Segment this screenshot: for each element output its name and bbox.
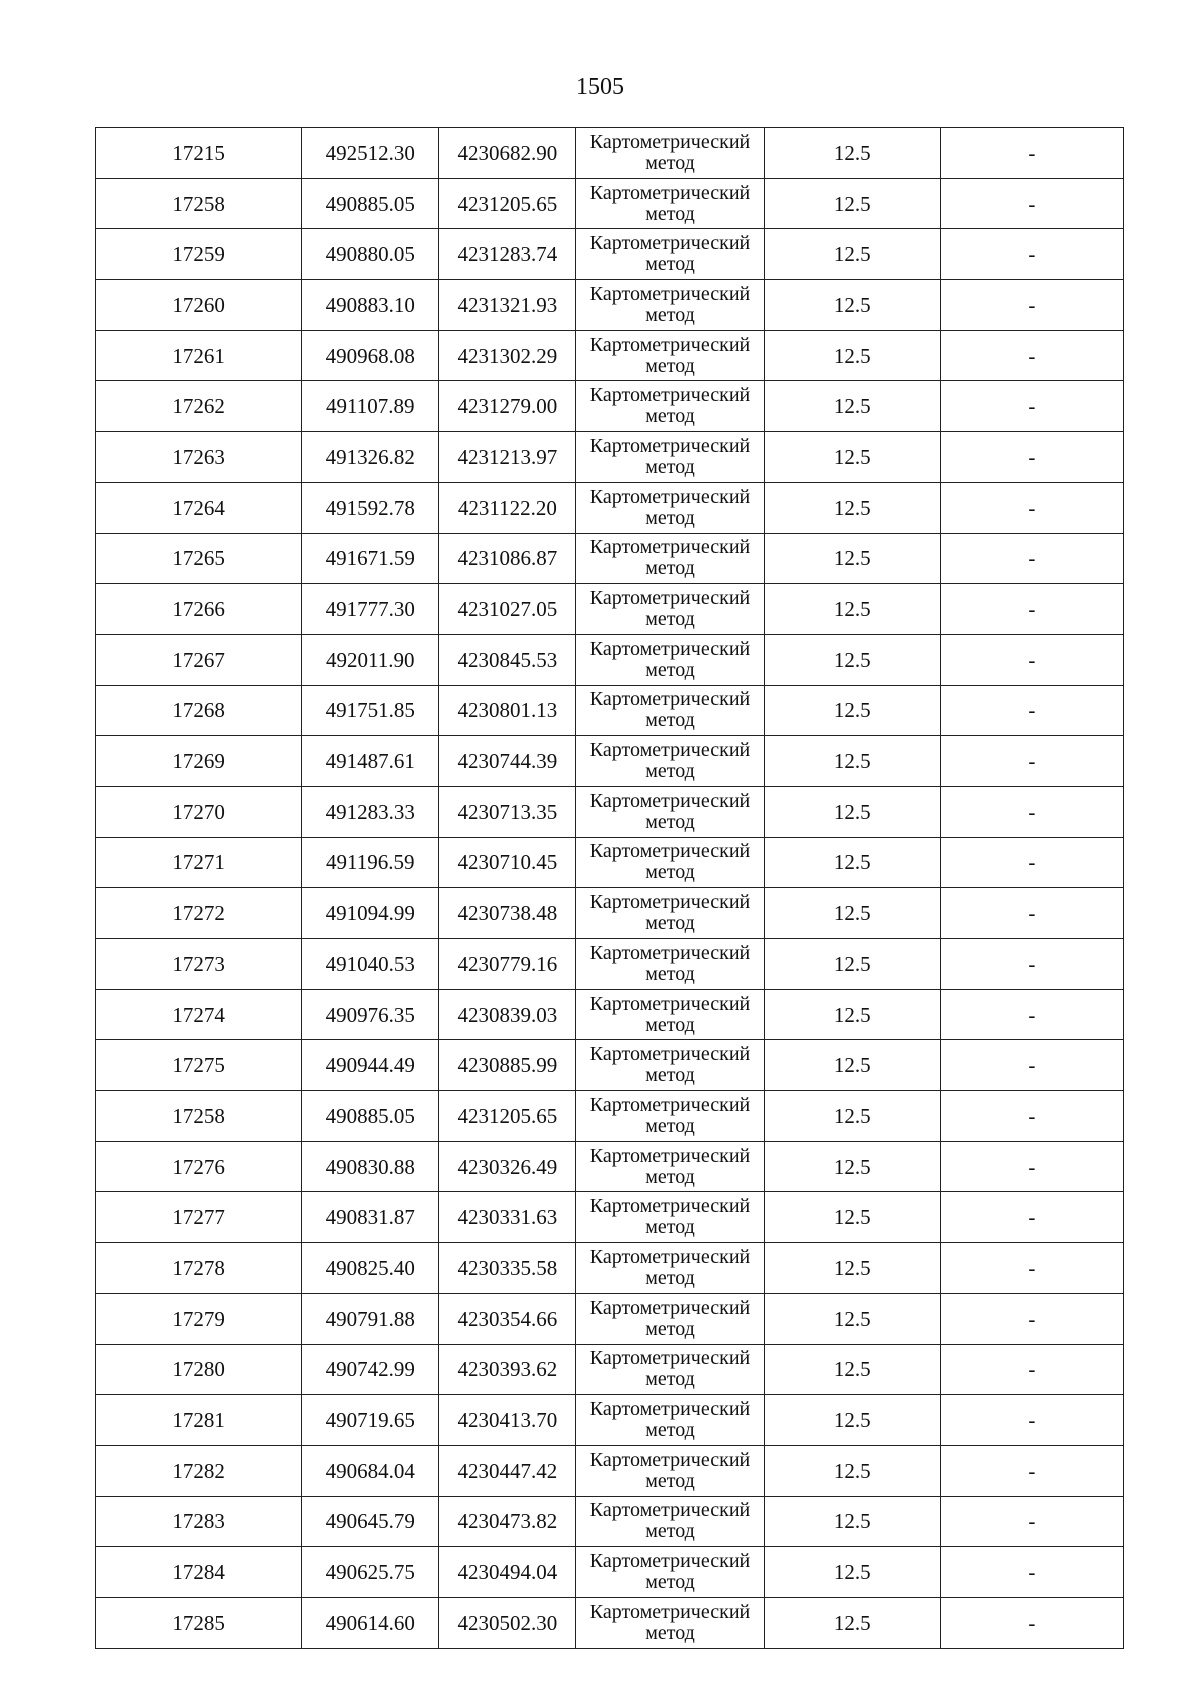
accuracy-cell: 12.5 (764, 1040, 940, 1091)
point-number-cell: 17262 (96, 381, 302, 432)
x-coordinate-cell: 491487.61 (302, 736, 439, 787)
method-line-2: метод (645, 962, 695, 985)
point-number-cell: 17267 (96, 634, 302, 685)
method-line-1: Картометрический (589, 587, 751, 610)
accuracy-cell: 12.5 (764, 1445, 940, 1496)
point-number-cell: 17259 (96, 229, 302, 280)
accuracy-cell: 12.5 (764, 128, 940, 179)
method-line-1: Картометрический (589, 485, 751, 508)
method-cell (576, 989, 764, 1040)
x-coordinate-cell: 491107.89 (302, 381, 439, 432)
y-coordinate-cell: 4230839.03 (439, 989, 576, 1040)
method-cell (576, 1192, 764, 1243)
x-coordinate-cell: 491283.33 (302, 786, 439, 837)
method-line-2: метод (645, 557, 695, 580)
accuracy-cell: 12.5 (764, 1496, 940, 1547)
y-coordinate-cell: 4230744.39 (439, 736, 576, 787)
y-coordinate-cell: 4230738.48 (439, 888, 576, 939)
method-line-1: Картометрический (589, 232, 751, 255)
accuracy-cell: 12.5 (764, 482, 940, 533)
method-line-2: метод (645, 202, 695, 225)
note-cell: - (940, 1496, 1123, 1547)
y-coordinate-cell: 4230326.49 (439, 1141, 576, 1192)
table-row (96, 685, 1124, 736)
table-row (96, 128, 1124, 179)
table-row (96, 432, 1124, 483)
method-line-1: Картометрический (589, 130, 751, 153)
x-coordinate-cell: 490830.88 (302, 1141, 439, 1192)
x-coordinate-cell: 491040.53 (302, 939, 439, 990)
accuracy-cell: 12.5 (764, 1344, 940, 1395)
x-coordinate-cell: 490883.10 (302, 280, 439, 331)
method-line-2: метод (645, 1013, 695, 1036)
table-row (96, 584, 1124, 635)
accuracy-cell: 12.5 (764, 330, 940, 381)
y-coordinate-cell: 4231205.65 (439, 178, 576, 229)
method-line-2: метод (645, 1114, 695, 1137)
method-line-1: Картометрический (589, 1398, 751, 1421)
method-cell (576, 1091, 764, 1142)
method-cell (576, 1293, 764, 1344)
point-number-cell: 17258 (96, 1091, 302, 1142)
accuracy-cell: 12.5 (764, 939, 940, 990)
method-cell (576, 1597, 764, 1648)
method-line-1: Картометрический (589, 1448, 751, 1471)
note-cell: - (940, 330, 1123, 381)
note-cell: - (940, 888, 1123, 939)
y-coordinate-cell: 4231302.29 (439, 330, 576, 381)
point-number-cell: 17277 (96, 1192, 302, 1243)
point-number-cell: 17275 (96, 1040, 302, 1091)
method-cell (576, 1141, 764, 1192)
table-row (96, 381, 1124, 432)
method-line-1: Картометрический (589, 1296, 751, 1319)
method-cell (576, 736, 764, 787)
method-line-2: метод (645, 151, 695, 174)
x-coordinate-cell: 490885.05 (302, 178, 439, 229)
note-cell: - (940, 178, 1123, 229)
y-coordinate-cell: 4230335.58 (439, 1243, 576, 1294)
accuracy-cell: 12.5 (764, 381, 940, 432)
point-number-cell: 17285 (96, 1597, 302, 1648)
method-line-2: метод (645, 1520, 695, 1543)
note-cell: - (940, 736, 1123, 787)
point-number-cell: 17272 (96, 888, 302, 939)
point-number-cell: 17215 (96, 128, 302, 179)
y-coordinate-cell: 4230845.53 (439, 634, 576, 685)
x-coordinate-cell: 490625.75 (302, 1547, 439, 1598)
y-coordinate-cell: 4231321.93 (439, 280, 576, 331)
method-line-1: Картометрический (589, 1043, 751, 1066)
y-coordinate-cell: 4230473.82 (439, 1496, 576, 1547)
note-cell: - (940, 1040, 1123, 1091)
method-line-2: метод (645, 1571, 695, 1594)
note-cell: - (940, 1445, 1123, 1496)
method-cell (576, 685, 764, 736)
method-line-2: метод (645, 1368, 695, 1391)
method-line-1: Картометрический (589, 1093, 751, 1116)
table-row (96, 1547, 1124, 1598)
table-row (96, 837, 1124, 888)
x-coordinate-cell: 492512.30 (302, 128, 439, 179)
method-line-2: метод (645, 1165, 695, 1188)
note-cell: - (940, 1547, 1123, 1598)
table-row (96, 989, 1124, 1040)
method-line-2: метод (645, 1317, 695, 1340)
accuracy-cell: 12.5 (764, 432, 940, 483)
y-coordinate-cell: 4231213.97 (439, 432, 576, 483)
y-coordinate-cell: 4230354.66 (439, 1293, 576, 1344)
note-cell: - (940, 685, 1123, 736)
method-line-2: метод (645, 354, 695, 377)
note-cell: - (940, 786, 1123, 837)
table-row (96, 1040, 1124, 1091)
method-line-1: Картометрический (589, 739, 751, 762)
method-line-1: Картометрический (589, 941, 751, 964)
note-cell: - (940, 989, 1123, 1040)
method-cell (576, 178, 764, 229)
x-coordinate-cell: 491751.85 (302, 685, 439, 736)
point-number-cell: 17265 (96, 533, 302, 584)
note-cell: - (940, 1293, 1123, 1344)
accuracy-cell: 12.5 (764, 533, 940, 584)
method-cell (576, 1496, 764, 1547)
x-coordinate-cell: 490880.05 (302, 229, 439, 280)
method-cell (576, 280, 764, 331)
method-line-2: метод (645, 405, 695, 428)
y-coordinate-cell: 4230413.70 (439, 1395, 576, 1446)
table-row (96, 939, 1124, 990)
x-coordinate-cell: 490645.79 (302, 1496, 439, 1547)
x-coordinate-cell: 490684.04 (302, 1445, 439, 1496)
note-cell: - (940, 584, 1123, 635)
point-number-cell: 17266 (96, 584, 302, 635)
note-cell: - (940, 381, 1123, 432)
point-number-cell: 17284 (96, 1547, 302, 1598)
accuracy-cell: 12.5 (764, 837, 940, 888)
accuracy-cell: 12.5 (764, 1141, 940, 1192)
note-cell: - (940, 634, 1123, 685)
page-number: 1505 (576, 74, 624, 100)
x-coordinate-cell: 491592.78 (302, 482, 439, 533)
y-coordinate-cell: 4230885.99 (439, 1040, 576, 1091)
point-number-cell: 17283 (96, 1496, 302, 1547)
method-cell (576, 786, 764, 837)
point-number-cell: 17260 (96, 280, 302, 331)
method-line-1: Картометрический (589, 181, 751, 204)
accuracy-cell: 12.5 (764, 786, 940, 837)
method-cell (576, 1445, 764, 1496)
point-number-cell: 17276 (96, 1141, 302, 1192)
method-line-2: метод (645, 506, 695, 529)
table-row (96, 736, 1124, 787)
note-cell: - (940, 837, 1123, 888)
y-coordinate-cell: 4230494.04 (439, 1547, 576, 1598)
x-coordinate-cell: 491671.59 (302, 533, 439, 584)
y-coordinate-cell: 4231283.74 (439, 229, 576, 280)
point-number-cell: 17282 (96, 1445, 302, 1496)
method-cell (576, 381, 764, 432)
note-cell: - (940, 432, 1123, 483)
coordinates-table (95, 127, 1124, 1649)
note-cell: - (940, 482, 1123, 533)
point-number-cell: 17264 (96, 482, 302, 533)
method-line-1: Картометрический (589, 637, 751, 660)
x-coordinate-cell: 490614.60 (302, 1597, 439, 1648)
x-coordinate-cell: 491326.82 (302, 432, 439, 483)
x-coordinate-cell: 491196.59 (302, 837, 439, 888)
method-cell (576, 1243, 764, 1294)
method-line-1: Картометрический (589, 536, 751, 559)
coordinates-table-body (96, 128, 1124, 1649)
method-line-2: метод (645, 1469, 695, 1492)
table-row (96, 533, 1124, 584)
accuracy-cell: 12.5 (764, 634, 940, 685)
point-number-cell: 17269 (96, 736, 302, 787)
y-coordinate-cell: 4230447.42 (439, 1445, 576, 1496)
point-number-cell: 17263 (96, 432, 302, 483)
accuracy-cell: 12.5 (764, 989, 940, 1040)
method-cell (576, 1040, 764, 1091)
table-row (96, 1293, 1124, 1344)
y-coordinate-cell: 4230710.45 (439, 837, 576, 888)
accuracy-cell: 12.5 (764, 229, 940, 280)
x-coordinate-cell: 490719.65 (302, 1395, 439, 1446)
accuracy-cell: 12.5 (764, 1547, 940, 1598)
method-line-2: метод (645, 760, 695, 783)
y-coordinate-cell: 4231205.65 (439, 1091, 576, 1142)
table-row (96, 482, 1124, 533)
accuracy-cell: 12.5 (764, 685, 940, 736)
x-coordinate-cell: 490742.99 (302, 1344, 439, 1395)
point-number-cell: 17280 (96, 1344, 302, 1395)
y-coordinate-cell: 4231027.05 (439, 584, 576, 635)
x-coordinate-cell: 492011.90 (302, 634, 439, 685)
method-line-2: метод (645, 1419, 695, 1442)
y-coordinate-cell: 4230502.30 (439, 1597, 576, 1648)
method-line-1: Картометрический (589, 282, 751, 305)
accuracy-cell: 12.5 (764, 1243, 940, 1294)
point-number-cell: 17271 (96, 837, 302, 888)
method-line-2: метод (645, 658, 695, 681)
y-coordinate-cell: 4231086.87 (439, 533, 576, 584)
table-row (96, 330, 1124, 381)
x-coordinate-cell: 490944.49 (302, 1040, 439, 1091)
note-cell: - (940, 1597, 1123, 1648)
table-row (96, 786, 1124, 837)
table-row (96, 229, 1124, 280)
method-line-1: Картометрический (589, 1195, 751, 1218)
table-row (96, 1192, 1124, 1243)
method-cell (576, 432, 764, 483)
accuracy-cell: 12.5 (764, 736, 940, 787)
table-row (96, 1496, 1124, 1547)
method-line-2: метод (645, 1266, 695, 1289)
method-line-1: Картометрический (589, 992, 751, 1015)
note-cell: - (940, 1395, 1123, 1446)
x-coordinate-cell: 491094.99 (302, 888, 439, 939)
accuracy-cell: 12.5 (764, 584, 940, 635)
method-line-2: метод (645, 303, 695, 326)
x-coordinate-cell: 491777.30 (302, 584, 439, 635)
method-line-1: Картометрический (589, 789, 751, 812)
method-line-1: Картометрический (589, 891, 751, 914)
point-number-cell: 17258 (96, 178, 302, 229)
table-row (96, 1445, 1124, 1496)
y-coordinate-cell: 4230779.16 (439, 939, 576, 990)
method-cell (576, 634, 764, 685)
method-cell (576, 229, 764, 280)
table-row (96, 178, 1124, 229)
method-line-1: Картометрический (589, 1347, 751, 1370)
accuracy-cell: 12.5 (764, 1293, 940, 1344)
point-number-cell: 17279 (96, 1293, 302, 1344)
method-cell (576, 939, 764, 990)
note-cell: - (940, 1192, 1123, 1243)
point-number-cell: 17273 (96, 939, 302, 990)
y-coordinate-cell: 4230393.62 (439, 1344, 576, 1395)
table-row (96, 1243, 1124, 1294)
accuracy-cell: 12.5 (764, 1192, 940, 1243)
x-coordinate-cell: 490976.35 (302, 989, 439, 1040)
point-number-cell: 17274 (96, 989, 302, 1040)
method-cell (576, 128, 764, 179)
method-cell (576, 533, 764, 584)
y-coordinate-cell: 4231279.00 (439, 381, 576, 432)
note-cell: - (940, 229, 1123, 280)
point-number-cell: 17268 (96, 685, 302, 736)
x-coordinate-cell: 490825.40 (302, 1243, 439, 1294)
note-cell: - (940, 128, 1123, 179)
point-number-cell: 17281 (96, 1395, 302, 1446)
method-cell (576, 330, 764, 381)
table-row (96, 1344, 1124, 1395)
method-line-2: метод (645, 1064, 695, 1087)
method-line-2: метод (645, 608, 695, 631)
point-number-cell: 17278 (96, 1243, 302, 1294)
method-cell (576, 1395, 764, 1446)
accuracy-cell: 12.5 (764, 1091, 940, 1142)
method-line-1: Картометрический (589, 1144, 751, 1167)
y-coordinate-cell: 4230713.35 (439, 786, 576, 837)
table-row (96, 280, 1124, 331)
note-cell: - (940, 533, 1123, 584)
point-number-cell: 17270 (96, 786, 302, 837)
method-line-2: метод (645, 861, 695, 884)
note-cell: - (940, 1091, 1123, 1142)
method-line-2: метод (645, 810, 695, 833)
point-number-cell: 17261 (96, 330, 302, 381)
note-cell: - (940, 1243, 1123, 1294)
method-cell (576, 584, 764, 635)
method-line-2: метод (645, 455, 695, 478)
note-cell: - (940, 280, 1123, 331)
method-line-1: Картометрический (589, 688, 751, 711)
method-line-1: Картометрический (589, 1550, 751, 1573)
x-coordinate-cell: 490791.88 (302, 1293, 439, 1344)
method-cell (576, 482, 764, 533)
method-line-1: Картометрический (589, 333, 751, 356)
accuracy-cell: 12.5 (764, 1597, 940, 1648)
method-line-2: метод (645, 912, 695, 935)
x-coordinate-cell: 490831.87 (302, 1192, 439, 1243)
note-cell: - (940, 1141, 1123, 1192)
note-cell: - (940, 939, 1123, 990)
table-row (96, 634, 1124, 685)
method-line-1: Картометрический (589, 1499, 751, 1522)
table-row (96, 1141, 1124, 1192)
note-cell: - (940, 1344, 1123, 1395)
accuracy-cell: 12.5 (764, 280, 940, 331)
method-line-2: метод (645, 253, 695, 276)
table-row (96, 1597, 1124, 1648)
method-line-2: метод (645, 1621, 695, 1644)
x-coordinate-cell: 490885.05 (302, 1091, 439, 1142)
y-coordinate-cell: 4230331.63 (439, 1192, 576, 1243)
accuracy-cell: 12.5 (764, 888, 940, 939)
method-cell (576, 1344, 764, 1395)
method-cell (576, 1547, 764, 1598)
table-row (96, 1395, 1124, 1446)
table-row (96, 1091, 1124, 1142)
method-line-2: метод (645, 709, 695, 732)
accuracy-cell: 12.5 (764, 1395, 940, 1446)
table-row (96, 888, 1124, 939)
method-line-1: Картометрический (589, 1600, 751, 1623)
method-line-1: Картометрический (589, 1245, 751, 1268)
y-coordinate-cell: 4230801.13 (439, 685, 576, 736)
method-cell (576, 837, 764, 888)
method-line-2: метод (645, 1216, 695, 1239)
y-coordinate-cell: 4231122.20 (439, 482, 576, 533)
method-line-1: Картометрический (589, 384, 751, 407)
accuracy-cell: 12.5 (764, 178, 940, 229)
x-coordinate-cell: 490968.08 (302, 330, 439, 381)
method-cell (576, 888, 764, 939)
method-line-1: Картометрический (589, 840, 751, 863)
method-line-1: Картометрический (589, 434, 751, 457)
y-coordinate-cell: 4230682.90 (439, 128, 576, 179)
